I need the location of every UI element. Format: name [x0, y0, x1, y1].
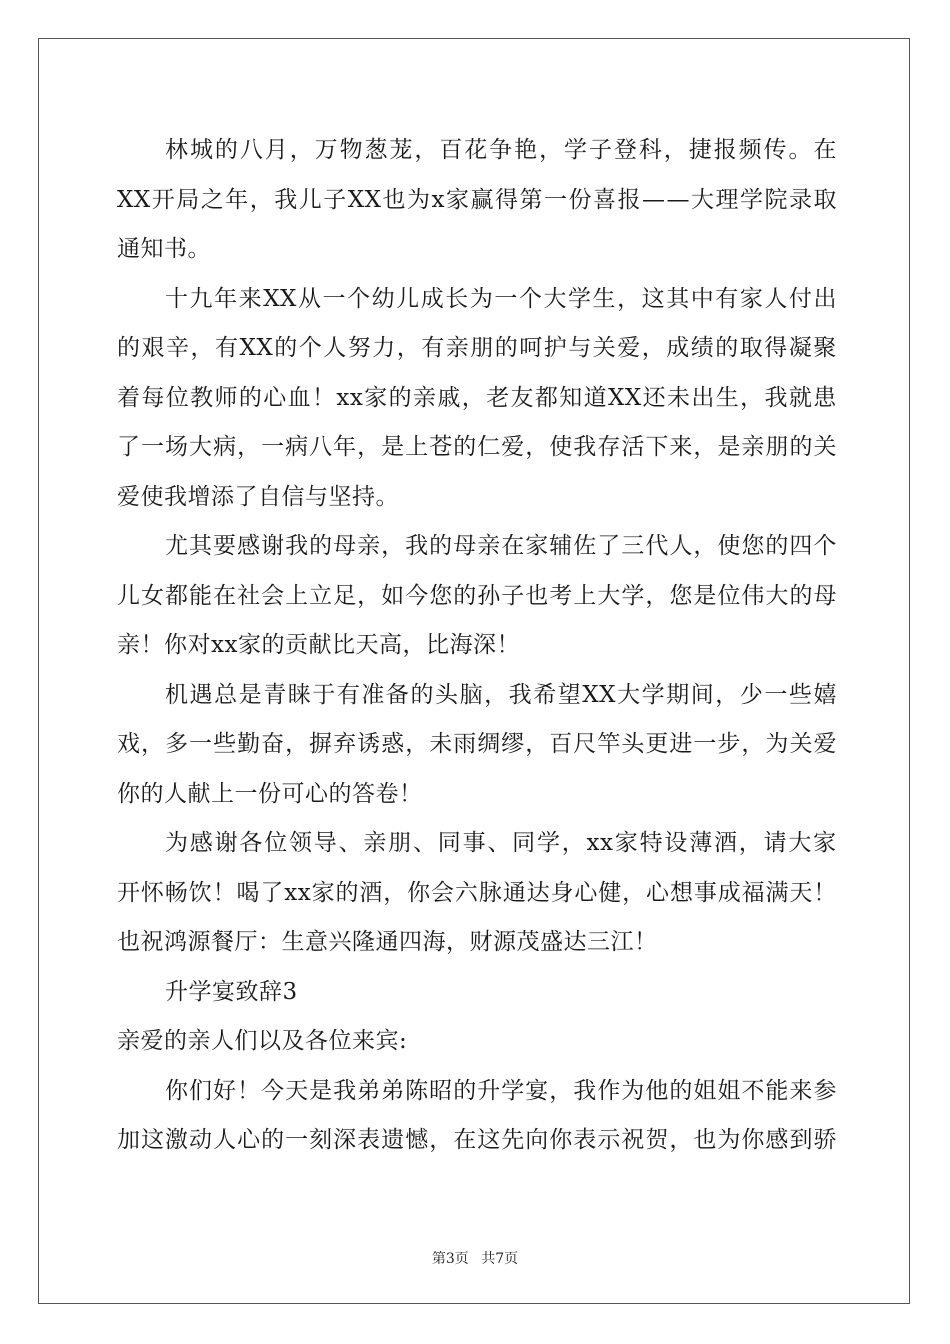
page-footer — [0, 1248, 950, 1268]
document-body — [117, 126, 837, 1166]
text-line: 亲爱的亲人们以及各位来宾: — [117, 1028, 408, 1054]
text-line: 戏 ， 多 一 些 勤 奋 ， 摒 弃 诱 惑 ， 未 雨 绸 缪 ， 百 尺 竿 头 更 进 一 步 ， 为 关 爱 — [117, 731, 837, 757]
text-line: 着 每 位 教 师 的 心 血 ！ xx 家 的 亲 戚 ， 老 友 都 知 道 XX 还 未 出 生 ， 我 就 患 — [117, 384, 837, 411]
text-line: 升学宴致辞3 — [165, 978, 298, 1005]
text-line: 亲！你对xx家的贡献比天高，比海深！ — [117, 632, 520, 658]
page-total: 共7页 — [481, 1251, 519, 1267]
text-line: 十 九 年 来 XX 从 一 个 幼 儿 成 长 为 一 个 大 学 生 ， 这 其 中 有 家 人 付 出 — [165, 285, 837, 312]
text-line: XX 开 局 之 年 ， 我 儿 子 XX 也 为 x 家 赢 得 第 一 份 喜 报 — — 大 理 学 院 录 取 — [117, 186, 837, 213]
text-line: 也祝鸿源餐厅：生意兴隆通四海，财源茂盛达三江！ — [117, 929, 658, 955]
text-line: 通知书。 — [117, 236, 211, 262]
page-number: 第3页 — [431, 1251, 469, 1267]
text-line: 开 怀 畅 饮 ！ 喝 了 xx 家 的 酒 ， 你 会 六 脉 通 达 身 心 健 ， 心 想 事 成 福 满 天 ！ — [117, 879, 837, 906]
text-line: 你的人献上一份可心的答卷！ — [117, 780, 423, 807]
text-line: 的 艰 辛 ， 有 XX 的 个 人 努 力 ， 有 亲 朋 的 呵 护 与 关 爱 ， 成 绩 的 取 得 凝 聚 — [117, 335, 837, 361]
text-line: 林 城 的 八 月 ， 万 物 葱 茏 ， 百 花 争 艳 ， 学 子 登 科 ， 捷 报 频 传 。 在 — [165, 137, 837, 163]
text-line: 你 们 好 ！ 今 天 是 我 弟 弟 陈 昭 的 升 学 宴 ， 我 作 为 他 的 姐 姐 不 能 来 参 — [165, 1077, 837, 1104]
text-line: 加 这 激 动 人 心 的 一 刻 深 表 遗 憾 ， 在 这 先 向 你 表 示 祝 贺 ， 也 为 你 感 到 骄 — [117, 1127, 837, 1153]
text-line: 爱使我增添了自信与坚持。 — [117, 483, 399, 510]
text-line: 了 一 场 大 病 ， 一 病 八 年 ， 是 上 苍 的 仁 爱 ， 使 我 存 活 下 来 ， 是 亲 朋 的 关 — [117, 434, 837, 460]
text-line: 机 遇 总 是 青 睐 于 有 准 备 的 头 脑 ， 我 希 望 XX 大 学 期 间 ， 少 一 些 嬉 — [165, 681, 837, 708]
text-line: 儿 女 都 能 在 社 会 上 立 足 ， 如 今 您 的 孙 子 也 考 上 大 学 ， 您 是 位 伟 大 的 母 — [117, 582, 837, 609]
text-line: 尤 其 要 感 谢 我 的 母 亲 ， 我 的 母 亲 在 家 辅 佐 了 三 代 人 ， 使 您 的 四 个 — [165, 533, 837, 559]
text-line: 为 感 谢 各 位 领 导 、 亲 朋 、 同 事 、 同 学 ， xx 家 特 设 薄 酒 ， 请 大 家 — [165, 830, 837, 856]
